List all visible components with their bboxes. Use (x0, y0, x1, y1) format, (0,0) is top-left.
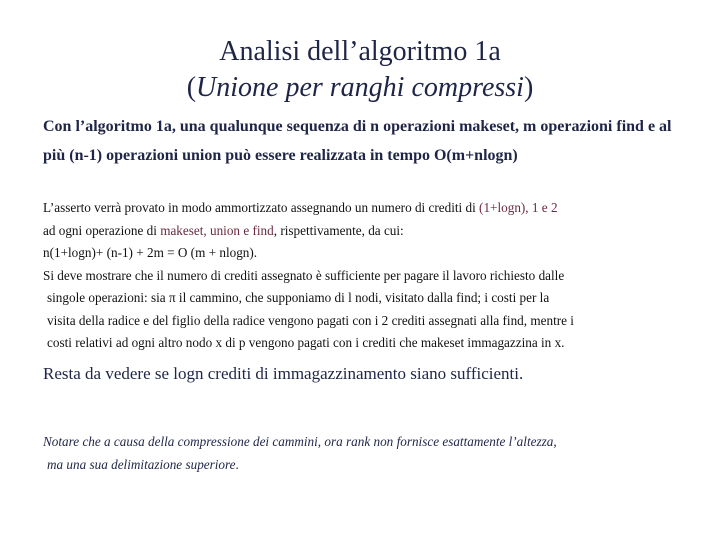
note-period: . (235, 457, 239, 472)
proof-line-1 (43, 197, 703, 220)
proof-line-6: visita della radice e del figlio della radice vengono pagati con i 2 crediti assegnati alla find, mentre i (47, 312, 574, 328)
note-line-1: Notare che a causa della compressione dei cammini, ora rank non fornisce esattamente l’altezza, (43, 434, 557, 449)
slide-title (0, 34, 720, 106)
note-paragraph (43, 430, 703, 476)
proof-line-2 (43, 220, 703, 243)
credits-values: (1+logn), 1 e 2 (479, 200, 558, 215)
proof-line-2-tail: , rispettivamente, da cui: (273, 222, 404, 238)
note-line-2-text: ma una sua delimitazione superiore (47, 457, 236, 472)
title-paren-close: ) (523, 72, 534, 103)
remaining-claim: Resta da vedere se logn crediti di immagazzinamento siano sufficienti. (43, 364, 524, 383)
title-line-2 (0, 70, 720, 106)
title-paren-open: ( (186, 72, 197, 103)
proof-line-5: singole operazioni: sia π il cammino, che supponiamo di l nodi, visitato dalla find; i costi per la (47, 290, 550, 305)
title-line-1: Analisi dell’algoritmo 1a (219, 36, 501, 67)
proof-paragraph (43, 197, 703, 355)
proof-line-7: costi relativi ad ogni altro nodo x di p vengono pagati con i crediti che makeset immagazzina in x. (47, 335, 565, 350)
note-line-2 (43, 453, 703, 476)
proof-line-2-text: ad ogni operazione di (43, 222, 161, 238)
title-subtitle: Unione per ranghi compressi (196, 72, 524, 103)
proof-line-3: n(1+logn)+ (n-1) + 2m = O (m + nlogn). (43, 245, 258, 260)
theorem-statement: Con l’algoritmo 1a, una qualunque sequenza di n operazioni makeset, m operazioni find e al più (n-1) operazioni union può essere realizzata in tempo O(m+nlogn) (43, 118, 672, 164)
proof-line-1-text: L’asserto verrà provato in modo ammortizzato assegnando un numero di crediti di (43, 200, 480, 215)
proof-line-4: Si deve mostrare che il numero di crediti assegnato è sufficiente per pagare il lavoro richiesto dalle (43, 267, 565, 283)
operation-names: makeset, union e find (160, 222, 274, 238)
